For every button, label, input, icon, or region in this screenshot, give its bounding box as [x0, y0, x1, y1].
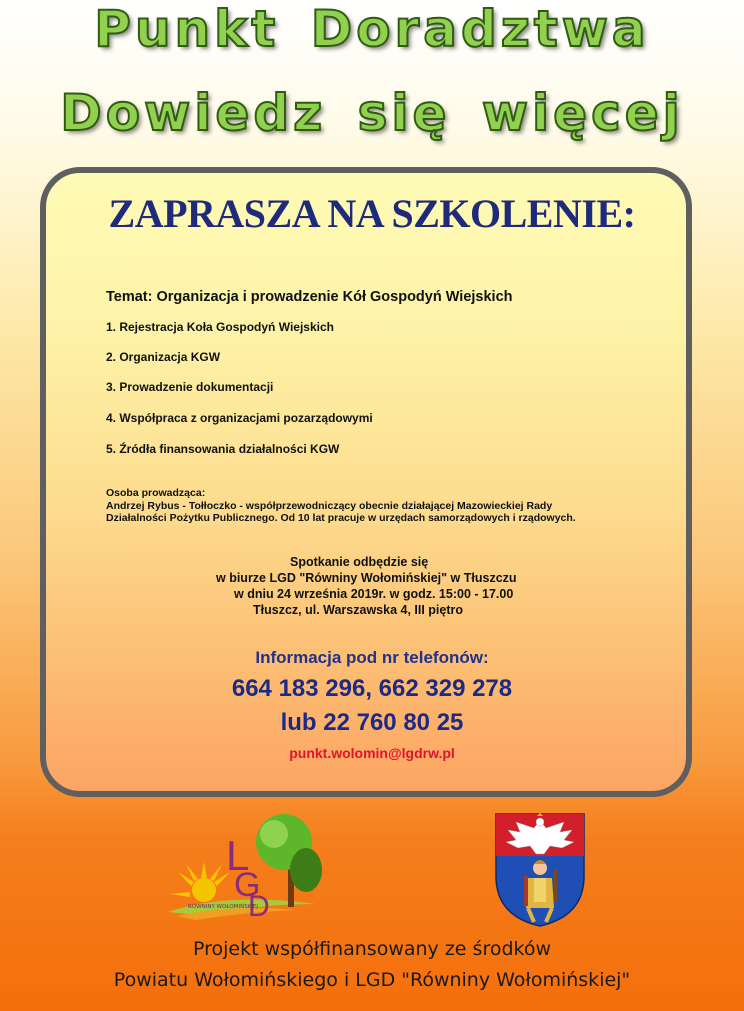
email-link[interactable]: punkt.wolomin@lgdrw.pl	[289, 745, 455, 761]
headline-line-1: Punkt Doradztwa	[94, 0, 650, 58]
phone-numbers: 664 183 296, 662 329 278	[231, 675, 513, 702]
logo-caption: RÓWNINY WOŁOMIŃSKIEJ	[188, 904, 259, 910]
trainer-label: Osoba prowadząca:	[106, 487, 206, 499]
phone-number-landline: lub 22 760 80 25	[280, 709, 464, 736]
meeting-line-3: w dniu 24 września 2019r. w godz. 15:00 - 17.00	[234, 587, 514, 601]
footer-line-2: Powiatu Wołomińskiego i LGD "Równiny Wołomińskiej"	[113, 969, 631, 991]
list-item: 5. Źródła finansowania działalności KGW	[106, 442, 340, 456]
list-item: 1. Rejestracja Koła Gospodyń Wiejskich	[106, 320, 334, 334]
meeting-line-1: Spotkanie odbędzie się	[290, 555, 429, 569]
logo-letter-d: D	[248, 890, 270, 922]
headline-line-2: Dowiedz się więcej	[60, 84, 684, 142]
invitation-heading: ZAPRASZA NA SZKOLENIE:	[108, 191, 636, 236]
footer-line-1: Projekt współfinansowany ze środków	[192, 938, 552, 960]
trainer-description-line-1: Andrzej Rybus - Tołłoczko - współprzewodniczący obecnie działającej Mazowieckiej Rady	[106, 499, 553, 512]
lgd-logo	[166, 812, 326, 922]
list-item: 3. Prowadzenie dokumentacji	[106, 380, 274, 394]
trainer-description-line-2: Działalności Pożytku Publicznego. Od 10 lat pracuje w urzędach samorządowych i rządowych.	[106, 512, 576, 524]
meeting-line-2: w biurze LGD "Równiny Wołomińskiej" w Tłuszczu	[216, 571, 517, 585]
meeting-details	[0, 554, 744, 618]
contact-label: Informacja pod nr telefonów:	[255, 648, 489, 667]
meeting-line-4: Tłuszcz, ul. Warszawska 4, III piętro	[253, 603, 464, 617]
training-topic: Temat: Organizacja i prowadzenie Kół Gospodyń Wiejskich	[106, 289, 513, 305]
logo-letter-g: G	[234, 866, 261, 904]
trainer-info	[106, 487, 576, 525]
coat-of-arms	[494, 812, 586, 928]
footer-funding-note	[0, 934, 744, 996]
list-item: 2. Organizacja KGW	[106, 350, 221, 364]
logo-letter-l: L	[226, 832, 250, 879]
list-item: 4. Współpraca z organizacjami pozarządowymi	[106, 411, 373, 425]
sun-icon	[170, 862, 230, 902]
